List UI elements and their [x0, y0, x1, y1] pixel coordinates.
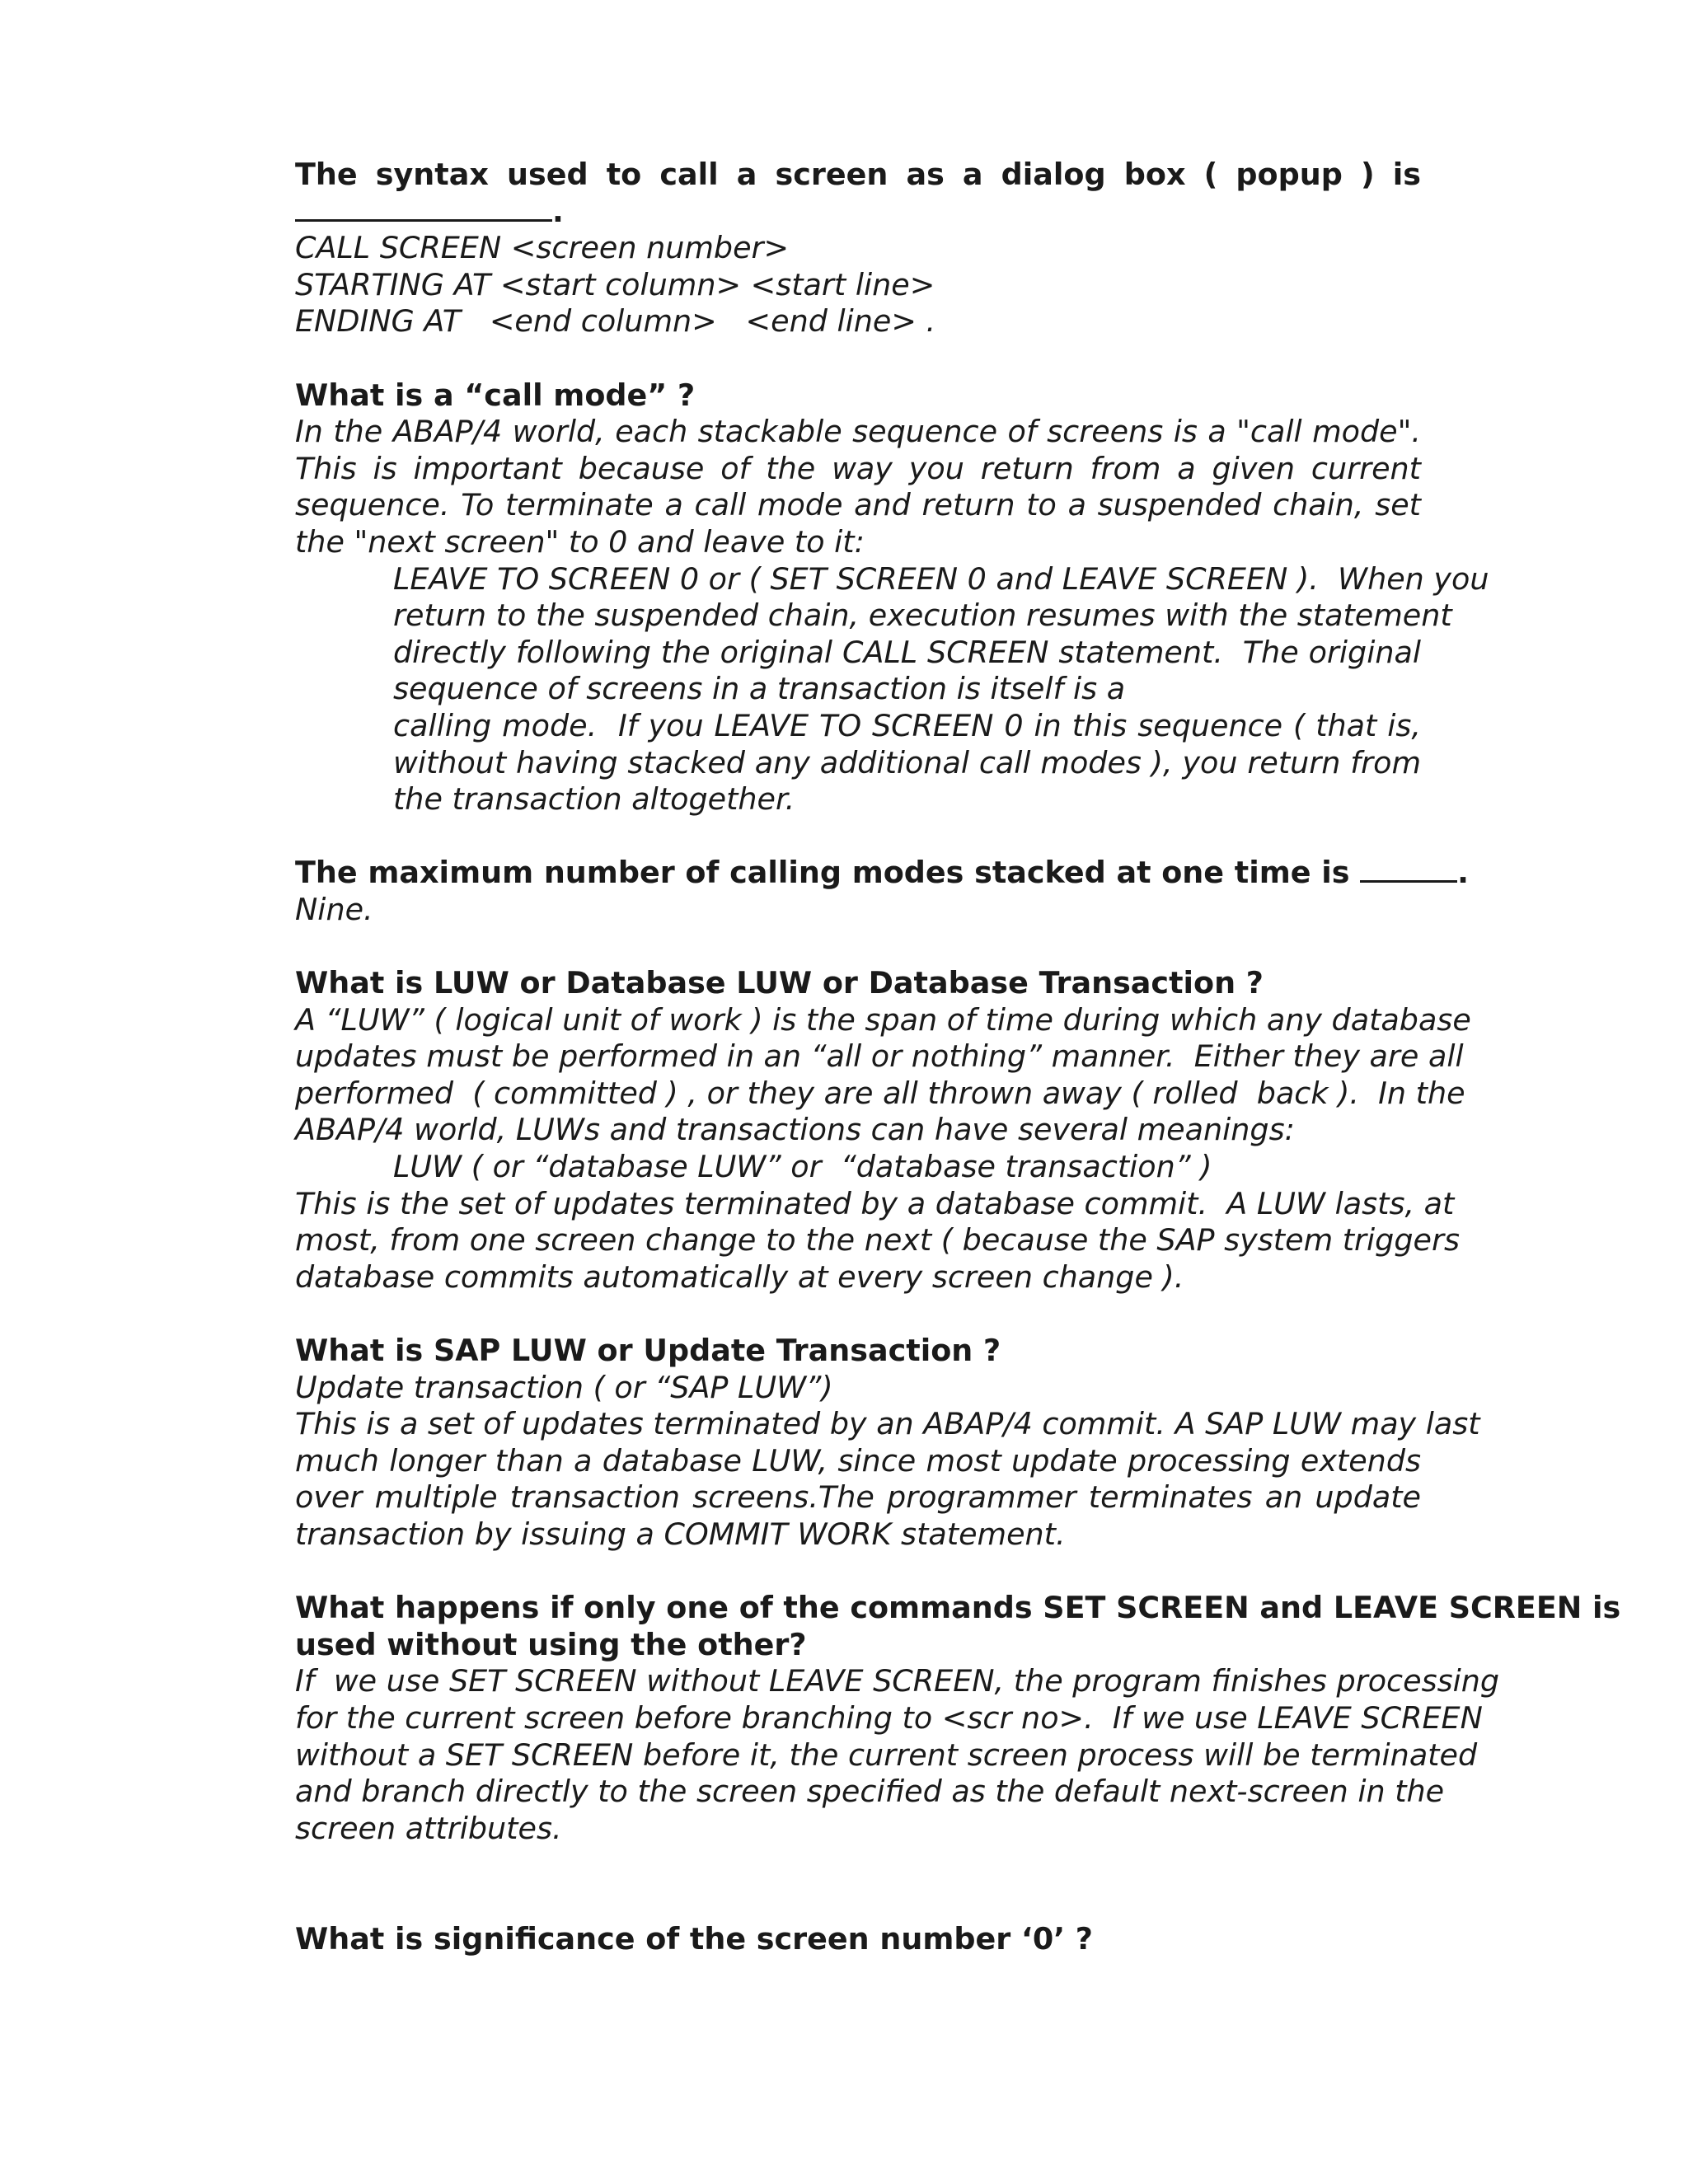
answer-line: Nine. [295, 891, 373, 927]
question-heading: The syntax used to call a screen as a dialog box ( popup ) is [295, 157, 1421, 192]
indented-answer-line: directly following the original CALL SCREEN statement. The original [393, 634, 1421, 670]
answer-line: sequence. To terminate a call mode and return to a suspended chain, set [295, 487, 1421, 523]
answer-line: the "next screen" to 0 and leave to it: [295, 523, 865, 560]
section-database-luw [295, 965, 1471, 1296]
answer-line: most, from one screen change to the next ( because the SAP system triggers [295, 1222, 1461, 1258]
answer-line: for the current screen before branching to <scr no>. If we use LEAVE SCREEN [295, 1699, 1483, 1736]
answer-line: much longer than a database LUW, since most update processing extends [295, 1442, 1421, 1479]
answer-line: ENDING AT <end column> <end line> . [295, 303, 936, 340]
question-heading: What happens if only one of the commands SET SCREEN and LEAVE SCREEN is [295, 1590, 1621, 1626]
section-call-mode [295, 377, 1489, 818]
spacer [295, 928, 1421, 965]
answer-line: ABAP/4 world, LUWs and transactions can have several meanings: [295, 1112, 1295, 1148]
answer-line: database commits automatically at every screen change ). [295, 1258, 1184, 1295]
spacer [295, 818, 1421, 855]
spacer [295, 1554, 1421, 1591]
question-heading: What is significance of the screen number ‘0’ ? [295, 1920, 1093, 1957]
section-sap-luw [295, 1333, 1480, 1554]
answer-line: Update transaction ( or “SAP LUW”) [295, 1369, 833, 1405]
answer-line: This is the set of updates terminated by a database commit. A LUW lasts, at [295, 1185, 1455, 1221]
question-heading: What is SAP LUW or Update Transaction ? [295, 1333, 1001, 1368]
question-heading-blank [295, 194, 1421, 231]
question-heading-period: . [1457, 855, 1470, 891]
answer-line: over multiple transaction screens.The programmer terminates an update [295, 1479, 1421, 1516]
fill-in-blank-rule [295, 218, 552, 222]
indented-answer-line: calling mode. If you LEAVE TO SCREEN 0 in this sequence ( that is, [393, 707, 1421, 743]
indented-answer-line: sequence of screens in a transaction is itself is a [393, 671, 1126, 707]
section-set-leave-screen [295, 1590, 1621, 1847]
question-heading: What is a “call mode” ? [295, 377, 696, 413]
spacer [295, 340, 1421, 377]
answer-line: and branch directly to the screen specified as the default next-screen in the [295, 1774, 1445, 1810]
question-heading: What is LUW or Database LUW or Database Transaction ? [295, 965, 1264, 1001]
spacer [295, 1296, 1421, 1333]
question-heading-text: The maximum number of calling modes stacked at one time is [295, 855, 1350, 891]
answer-line: performed ( committed ) , or they are all thrown away ( rolled back ). In the [295, 1075, 1465, 1111]
question-heading-period: . [552, 193, 564, 229]
answer-line: This is important because of the way you return from a given current [295, 450, 1421, 486]
indented-answer-line: without having stacked any additional call modes ), you return from [393, 744, 1421, 780]
spacer [295, 1847, 1421, 1920]
answer-line: CALL SCREEN <screen number> [295, 230, 790, 266]
indented-answer-line: return to the suspended chain, execution resumes with the statement [393, 598, 1452, 634]
answer-line: transaction by issuing a COMMIT WORK statement. [295, 1516, 1066, 1552]
answer-line: screen attributes. [295, 1810, 562, 1846]
answer-line: updates must be performed in an “all or nothing” manner. Either they are all [295, 1038, 1464, 1075]
answer-line: This is a set of updates terminated by an ABAP/4 commit. A SAP LUW may last [295, 1406, 1480, 1442]
section-screen-number-zero [295, 1921, 1421, 1958]
section-max-calling-modes [295, 855, 1470, 928]
indented-answer-line: the transaction altogether. [393, 781, 795, 818]
question-heading: used without using the other? [295, 1626, 807, 1662]
question-heading [295, 855, 1470, 892]
indented-answer-line: LEAVE TO SCREEN 0 or ( SET SCREEN 0 and LEAVE SCREEN ). When you [393, 560, 1489, 597]
fill-in-blank-rule [1360, 879, 1457, 883]
document-page [295, 157, 1621, 1957]
section-dialog-box-syntax [295, 157, 1421, 340]
answer-line: A “LUW” ( logical unit of work ) is the span of time during which any database [295, 1001, 1471, 1038]
answer-line: STARTING AT <start column> <start line> [295, 266, 935, 302]
indented-answer-line: LUW ( or “database LUW” or “database transaction” ) [393, 1149, 1212, 1185]
answer-line: In the ABAP/4 world, each stackable sequence of screens is a "call mode". [295, 414, 1421, 450]
answer-line: If we use SET SCREEN without LEAVE SCREEN, the program finishes processing [295, 1663, 1500, 1699]
answer-line: without a SET SCREEN before it, the current screen process will be terminated [295, 1736, 1478, 1773]
